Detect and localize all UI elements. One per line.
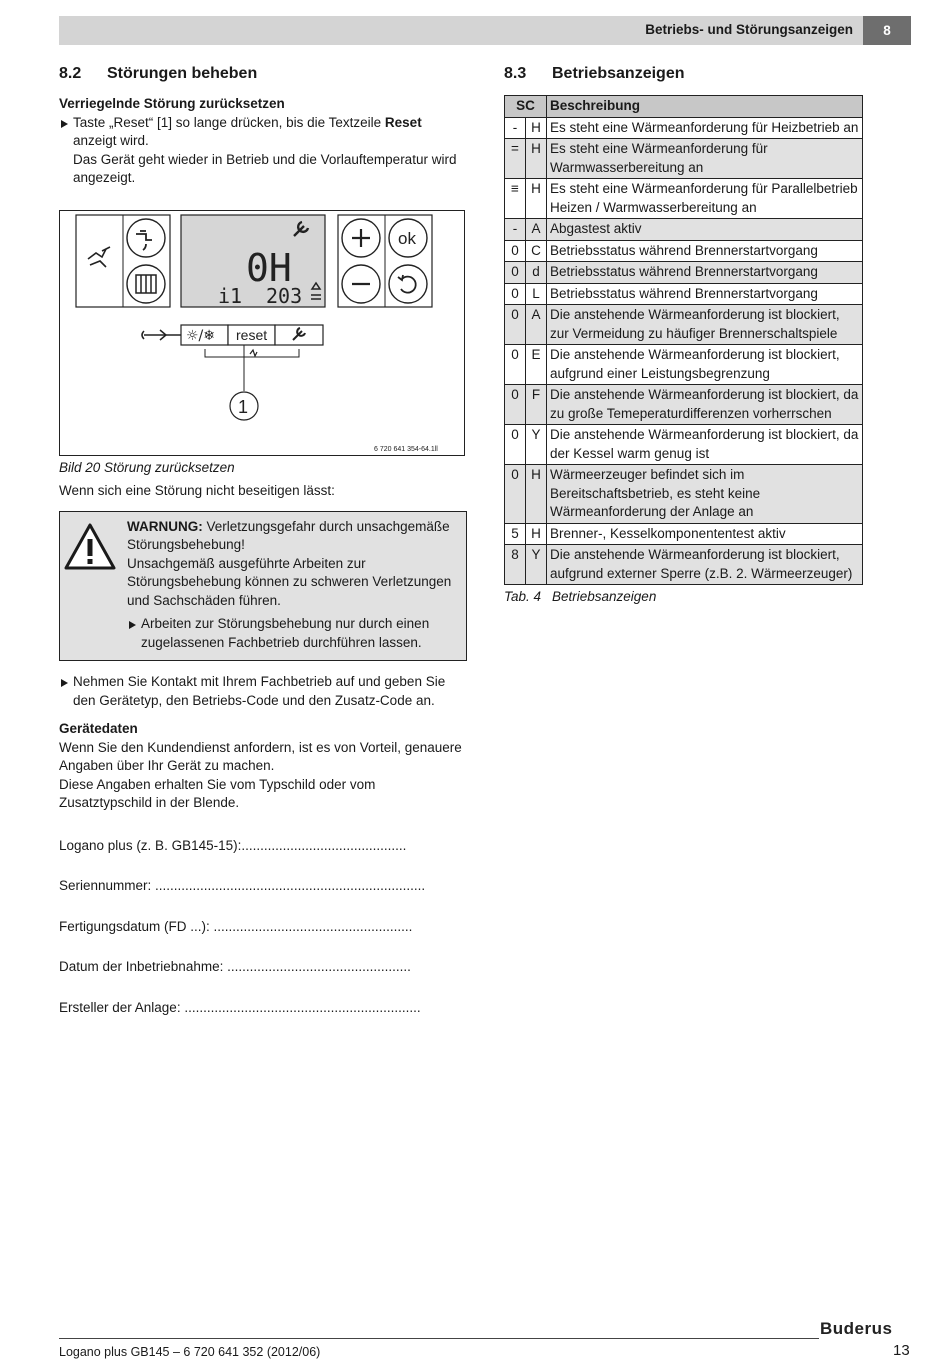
code-description: Betriebsstatus während Brennerstartvorgang bbox=[547, 283, 863, 305]
geraetedaten-source: Diese Angaben erhalten Sie vom Typschild oder vom Zusatztypschild in der Blende. bbox=[59, 776, 376, 810]
control-panel-diagram bbox=[60, 211, 464, 455]
code-digit-2: A bbox=[526, 219, 547, 241]
warning-heading: WARNUNG: Verletzungsgefahr durch unsachgemäße Störungsbehebung! bbox=[127, 518, 450, 552]
code-digit-1: 0 bbox=[505, 283, 526, 305]
code-digit-2: d bbox=[526, 262, 547, 284]
header-sc: SC bbox=[505, 96, 547, 118]
code-digit-2: H bbox=[526, 179, 547, 219]
lock-flame-icon bbox=[250, 350, 257, 356]
step-reset-note: Das Gerät geht wieder in Betrieb und die Vorlauftemperatur wird angezeigt. bbox=[73, 151, 457, 185]
display-small-left: i1 bbox=[218, 283, 243, 308]
summer-winter-icon: ☼/❄ bbox=[186, 327, 215, 344]
code-digit-1: 0 bbox=[505, 305, 526, 345]
warning-action: Arbeiten zur Störungsbehebung nur durch einen zugelassenen Fachbetrieb durchführen lassen. bbox=[127, 615, 456, 652]
table-header-row bbox=[505, 96, 863, 118]
table-row bbox=[505, 117, 863, 139]
field-ersteller: Ersteller der Anlage: ............................................................... bbox=[59, 999, 421, 1015]
contact-instruction: Nehmen Sie Kontakt mit Ihrem Fachbetrieb auf und geben Sie den Gerätetyp, den Betriebs-Code und den Zusatz-Code an. bbox=[59, 673, 467, 710]
display-small-right: 203 bbox=[266, 283, 303, 308]
header-beschreibung: Beschreibung bbox=[547, 96, 863, 118]
code-digit-1: 0 bbox=[505, 385, 526, 425]
footer-doc-id: Logano plus GB145 – 6 720 641 352 (2012/06) bbox=[59, 1345, 321, 1359]
warning-triangle-icon bbox=[63, 522, 117, 572]
warning-detail: Unsachgemäß ausgeführte Arbeiten zur Störungsbehebung können zu schweren Verletzungen und Sachschäden führen. bbox=[127, 555, 452, 608]
left-column bbox=[59, 64, 467, 1017]
table-caption: Tab. 4 Betriebsanzeigen bbox=[504, 589, 657, 604]
code-description: Die anstehende Wärmeanforderung ist blockiert, zur Vermeidung zu häufiger Brennerschaltspiele bbox=[547, 305, 863, 345]
display-main-code: 0H bbox=[246, 245, 292, 290]
code-description: Betriebsstatus während Brennerstartvorgang bbox=[547, 262, 863, 284]
code-description: Die anstehende Wärmeanforderung ist blockiert, aufgrund einer Leistungsbegrenzung bbox=[547, 345, 863, 385]
code-description: Es steht eine Wärmeanforderung für Heizbetrieb an bbox=[547, 117, 863, 139]
code-digit-2: L bbox=[526, 283, 547, 305]
section-heading-8-3: 8.3 Betriebsanzeigen bbox=[504, 65, 685, 82]
right-column bbox=[504, 64, 864, 607]
subheading-geraetedaten: Gerätedaten bbox=[59, 721, 138, 736]
field-logano-plus: Logano plus (z. B. GB145-15):............................................ bbox=[59, 837, 407, 853]
code-description: Es steht eine Wärmeanforderung für Parallelbetrieb Heizen / Warmwasserbereitung an bbox=[547, 179, 863, 219]
figure-caption: Bild 20 Störung zurücksetzen bbox=[59, 459, 235, 475]
back-button[interactable] bbox=[389, 265, 427, 303]
code-digit-2: Y bbox=[526, 425, 547, 465]
status-code-table bbox=[504, 95, 863, 585]
pointing-hand-icon bbox=[142, 330, 168, 340]
code-digit-1: - bbox=[505, 219, 526, 241]
code-digit-2: H bbox=[526, 465, 547, 524]
code-digit-2: A bbox=[526, 305, 547, 345]
table-row bbox=[505, 179, 863, 219]
code-digit-2: E bbox=[526, 345, 547, 385]
table-row bbox=[505, 545, 863, 585]
ok-label: ok bbox=[398, 228, 416, 248]
subheading-reset: Verriegelnde Störung zurücksetzen bbox=[59, 96, 285, 111]
code-digit-1: - bbox=[505, 117, 526, 139]
table-body bbox=[505, 117, 863, 585]
table-row bbox=[505, 385, 863, 425]
code-digit-1: 0 bbox=[505, 465, 526, 524]
table-row bbox=[505, 425, 863, 465]
section-heading-8-2: 8.2 Störungen beheben bbox=[59, 65, 258, 82]
code-description: Abgastest aktiv bbox=[547, 219, 863, 241]
warning-box bbox=[59, 511, 467, 662]
if-not-resolved: Wenn sich eine Störung nicht beseitigen lässt: bbox=[59, 483, 335, 498]
callout-number: 1 bbox=[238, 396, 249, 417]
table-row bbox=[505, 345, 863, 385]
code-description: Die anstehende Wärmeanforderung ist blockiert, da der Kessel warm genug ist bbox=[547, 425, 863, 465]
field-seriennummer: Seriennummer: ........................................................................ bbox=[59, 878, 426, 893]
code-description: Betriebsstatus während Brennerstartvorgang bbox=[547, 240, 863, 262]
code-digit-1: 0 bbox=[505, 345, 526, 385]
code-digit-2: F bbox=[526, 385, 547, 425]
table-row bbox=[505, 283, 863, 305]
table-row bbox=[505, 240, 863, 262]
table-row bbox=[505, 305, 863, 345]
code-digit-1: 0 bbox=[505, 262, 526, 284]
code-digit-2: H bbox=[526, 139, 547, 179]
code-digit-1: 0 bbox=[505, 425, 526, 465]
buderus-logo: Buderus bbox=[820, 1319, 893, 1338]
table-row bbox=[505, 139, 863, 179]
code-digit-2: H bbox=[526, 523, 547, 545]
reset-label: reset bbox=[236, 326, 268, 343]
code-digit-2: Y bbox=[526, 545, 547, 585]
code-description: Brenner-, Kesselkomponententest aktiv bbox=[547, 523, 863, 545]
header-title: Betriebs- und Störungsanzeigen bbox=[645, 22, 853, 37]
code-digit-2: H bbox=[526, 117, 547, 139]
code-digit-1: 5 bbox=[505, 523, 526, 545]
code-digit-1: = bbox=[505, 139, 526, 179]
table-row bbox=[505, 523, 863, 545]
header-bar bbox=[59, 16, 863, 45]
code-digit-1: 0 bbox=[505, 240, 526, 262]
code-description: Die anstehende Wärmeanforderung ist blockiert, aufgrund externer Sperre (z.B. 2. Wärmeerzeuger) bbox=[547, 545, 863, 585]
figure-code: 6 720 641 354-64.1ll bbox=[374, 445, 438, 453]
code-description: Wärmeerzeuger befindet sich im Bereitschaftsbetrieb, es steht keine Wärmeanforderung der Anlage an bbox=[547, 465, 863, 524]
table-row bbox=[505, 219, 863, 241]
step-reset: Taste „Reset“ [1] so lange drücken, bis die Textzeile Reset anzeigt wird. Das Gerät geht wieder in Betrieb und die Vorlauftemperatur wird angezeigt. bbox=[59, 114, 467, 188]
code-digit-1: ≡ bbox=[505, 179, 526, 219]
geraetedaten-intro: Wenn Sie den Kundendienst anfordern, ist es von Vorteil, genauere Angaben über Ihr Gerät zu machen. bbox=[59, 739, 462, 773]
control-panel-figure bbox=[59, 210, 465, 456]
page-number: 13 bbox=[893, 1342, 910, 1359]
field-fertigungsdatum: Fertigungsdatum (FD ...): ..................................................... bbox=[59, 918, 413, 934]
table-row bbox=[505, 465, 863, 524]
code-digit-1: 8 bbox=[505, 545, 526, 585]
table-row bbox=[505, 262, 863, 284]
device-data-fields bbox=[59, 837, 467, 1018]
footer-rule bbox=[59, 1338, 819, 1339]
code-description: Es steht eine Wärmeanforderung für Warmwasserbereitung an bbox=[547, 139, 863, 179]
field-inbetriebnahme: Datum der Inbetriebnahme: ................................................. bbox=[59, 959, 411, 974]
chapter-number: 8 bbox=[863, 16, 911, 45]
code-description: Die anstehende Wärmeanforderung ist blockiert, da zu große Temeperaturdifferenzen vorherrschen bbox=[547, 385, 863, 425]
code-digit-2: C bbox=[526, 240, 547, 262]
warning-icon-cell bbox=[60, 512, 125, 661]
